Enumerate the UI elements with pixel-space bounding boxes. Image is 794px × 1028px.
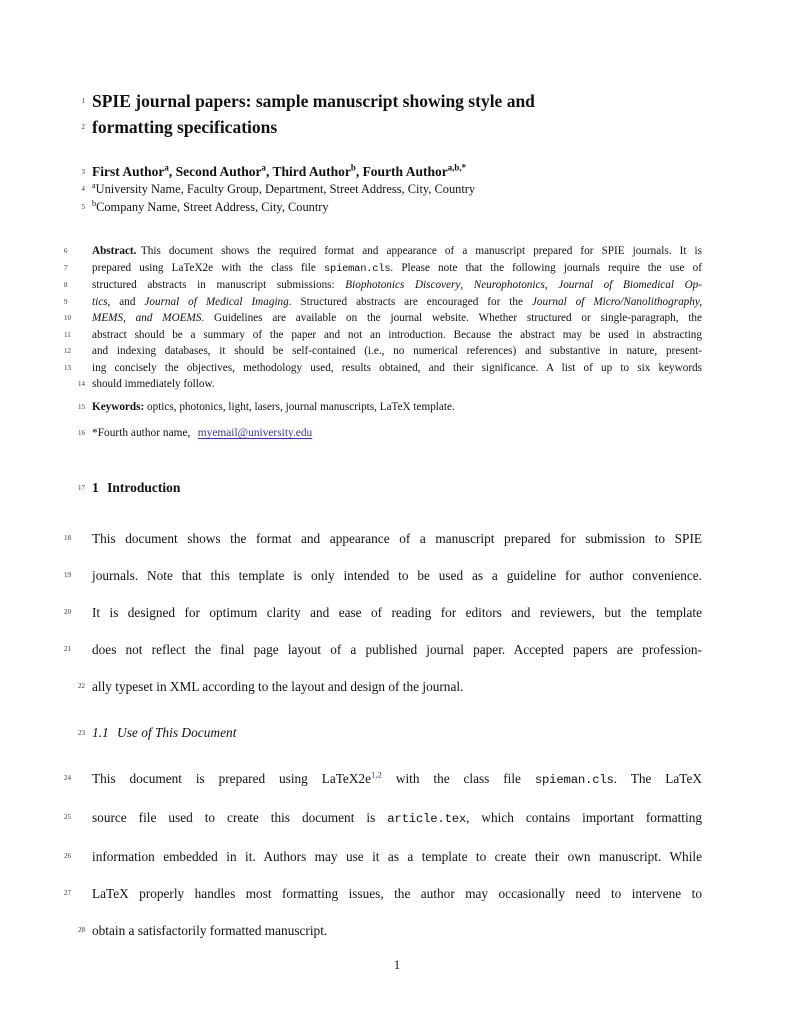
section-heading-introduction: [78, 478, 702, 498]
text-segment: obtain a satisfactorily formatted manuscript.: [92, 923, 328, 938]
text-segment: , Third Author: [265, 164, 351, 179]
line-number: 7: [64, 263, 68, 272]
doc-line: [64, 327, 702, 344]
line-number: 19: [64, 571, 71, 579]
text-segment: with the class file: [381, 771, 535, 786]
line-number: 8: [64, 281, 68, 289]
line-number: 25: [64, 813, 71, 821]
line-number: 18: [64, 534, 71, 542]
text-segment: a: [164, 162, 169, 173]
text-segment: SPIE journal papers: sample manuscript showing style and: [92, 91, 535, 111]
text-segment: Introduction: [107, 480, 181, 495]
text-segment: 1.1: [92, 725, 109, 740]
doc-line: [64, 799, 702, 838]
text-segment: Journal of Biomedical Op-: [558, 279, 703, 291]
text-segment: ,: [544, 279, 559, 291]
doc-line: [78, 723, 702, 743]
doc-line: [78, 912, 702, 949]
text-segment: Journal of Micro/Nanolithography,: [531, 295, 703, 308]
doc-line: [78, 425, 702, 442]
line-number: 27: [64, 889, 71, 897]
line-number: 26: [64, 852, 71, 860]
text-segment: LaTeX properly handles most formatting issues, the author may occasionally need to intervene to: [92, 886, 702, 901]
doc-line: [78, 399, 702, 416]
text-segment: structured abstracts in manuscript submissions:: [92, 279, 346, 291]
line-number: 5: [81, 202, 85, 211]
text-segment: This document shows the format and appearance of a manuscript prepared for submission to SPIE: [92, 531, 702, 546]
doc-line: [64, 838, 702, 875]
text-segment: spieman.cls: [534, 773, 614, 787]
line-number: 14: [78, 380, 85, 388]
text-segment: source file used to create this document is: [92, 810, 388, 825]
text-segment: ,: [460, 279, 474, 291]
line-number: 22: [78, 682, 85, 690]
text-segment: spieman.cls: [324, 262, 391, 275]
text-segment: optics, photonics, light, lasers, journal manuscripts, LaTeX template.: [144, 400, 455, 413]
line-number: 1: [81, 97, 85, 105]
doc-line: [64, 360, 702, 377]
doc-line: [81, 162, 702, 181]
affiliations: [81, 180, 702, 216]
email-link[interactable]: myemail@university.edu: [197, 427, 313, 439]
text-segment: This document shows the required format and appearance of a manuscript prepared for SPIE journals. It is: [140, 245, 702, 257]
text-segment: 1: [92, 480, 99, 495]
doc-line: [64, 277, 703, 294]
doc-line: [64, 760, 702, 799]
line-number: 28: [78, 926, 85, 934]
text-segment: a: [92, 180, 96, 190]
doc-line: [81, 88, 702, 114]
text-segment: MEMS, and MOEMS: [92, 312, 202, 324]
text-segment: *Fourth author name,: [92, 427, 194, 439]
text-segment: . Structured abstracts are encouraged for the: [288, 295, 532, 308]
line-number: 6: [64, 247, 68, 255]
use-of-document-paragraph: [64, 760, 702, 949]
text-segment: Keywords:: [92, 400, 145, 413]
line-number: 20: [64, 608, 71, 616]
text-segment: It is designed for optimum clarity and ease of reading for editors and reviewers, but the template: [92, 605, 702, 620]
doc-line: [78, 376, 702, 393]
line-number: 24: [64, 774, 71, 782]
text-segment: University Name, Faculty Group, Department, Street Address, City, Country: [95, 182, 476, 196]
text-segment: information embedded in it. Authors may use it as a template to create their own manuscript. While: [92, 849, 702, 864]
doc-line: [78, 478, 702, 498]
text-segment: b: [350, 162, 356, 173]
text-segment: abstract should be a summary of the paper and not an introduction. Because the abstract may be used in abstracting: [92, 328, 702, 341]
text-segment: Neurophotonics: [473, 279, 545, 291]
line-number: 11: [64, 330, 71, 339]
line-number: 12: [64, 347, 71, 355]
text-segment: This document is prepared using LaTeX2e: [92, 771, 371, 786]
line-number: 16: [78, 429, 85, 437]
text-segment: , Second Author: [168, 164, 262, 179]
text-segment: , and: [107, 295, 145, 308]
text-segment: article.tex: [387, 812, 467, 826]
line-number: 17: [78, 484, 85, 492]
text-segment: Use of This Document: [117, 725, 237, 740]
text-segment: Abstract.: [92, 245, 137, 257]
line-number: 2: [81, 123, 85, 131]
text-segment: Biophotonics Discovery: [345, 279, 461, 291]
doc-line: [78, 668, 702, 705]
text-segment: formatting specifications: [92, 117, 278, 137]
citation-link[interactable]: 1,2: [370, 769, 382, 780]
doc-line: [64, 875, 702, 912]
keywords: [78, 399, 702, 416]
doc-line: [64, 260, 702, 278]
text-segment: Company Name, Street Address, City, Country: [96, 199, 329, 214]
text-segment: does not reflect the final page layout of a published journal paper. Accepted papers are profession-: [92, 642, 702, 657]
text-segment: First Author: [92, 164, 165, 179]
doc-line: [64, 631, 702, 668]
author-list: [81, 162, 702, 181]
text-segment: . Guidelines are available on the journal website. Whether structured or single-paragraph, the: [201, 312, 702, 324]
text-segment: prepared using LaTeX2e with the class file: [92, 261, 324, 274]
line-number: 10: [64, 314, 71, 322]
line-number: 4: [81, 185, 85, 193]
text-segment: ing concisely the objectives, methodology used, results obtained, and their significance. A list of up to six keywords: [92, 361, 702, 374]
abstract: [64, 243, 703, 393]
text-segment: journals. Note that this template is only intended to be used as a guideline for author convenience.: [92, 568, 702, 583]
doc-line: [81, 114, 702, 140]
subsection-heading-use-of-document: [78, 723, 702, 743]
line-number: 3: [81, 168, 85, 176]
page-number: 1: [393, 958, 401, 972]
doc-line: [64, 294, 703, 311]
text-segment: , which contains important formatting: [466, 810, 702, 825]
line-number: 13: [64, 363, 71, 372]
doc-line: [64, 310, 702, 327]
text-segment: a: [261, 162, 266, 173]
text-segment: should immediately follow.: [92, 378, 215, 390]
text-segment: Journal of Medical Imaging: [144, 295, 289, 308]
text-segment: , Fourth Author: [355, 164, 448, 179]
line-number: 9: [64, 297, 68, 306]
text-segment: b: [92, 198, 97, 208]
line-number: 21: [64, 645, 71, 653]
doc-line: [64, 557, 702, 594]
corresponding-author: [78, 425, 702, 442]
text-segment: . Please note that the following journals require the use of: [390, 261, 702, 274]
text-segment: a,b,*: [447, 162, 467, 173]
paper-title: [81, 88, 702, 140]
text-segment: ally typeset in XML according to the layout and design of the journal.: [92, 679, 464, 694]
doc-line: [64, 343, 702, 360]
text-segment: and indexing databases, it should be self-contained (i.e., no numerical references) and substantive in nature, present-: [92, 345, 702, 357]
text-segment: . The LaTeX: [613, 771, 702, 786]
doc-line: [64, 243, 702, 260]
text-segment: tics: [92, 295, 108, 308]
introduction-paragraph: [64, 520, 702, 705]
doc-line: [64, 520, 702, 557]
line-number: 23: [78, 729, 85, 737]
doc-line: [81, 180, 702, 199]
doc-line: [81, 198, 702, 217]
doc-line: [64, 594, 702, 631]
line-number: 15: [78, 402, 85, 411]
